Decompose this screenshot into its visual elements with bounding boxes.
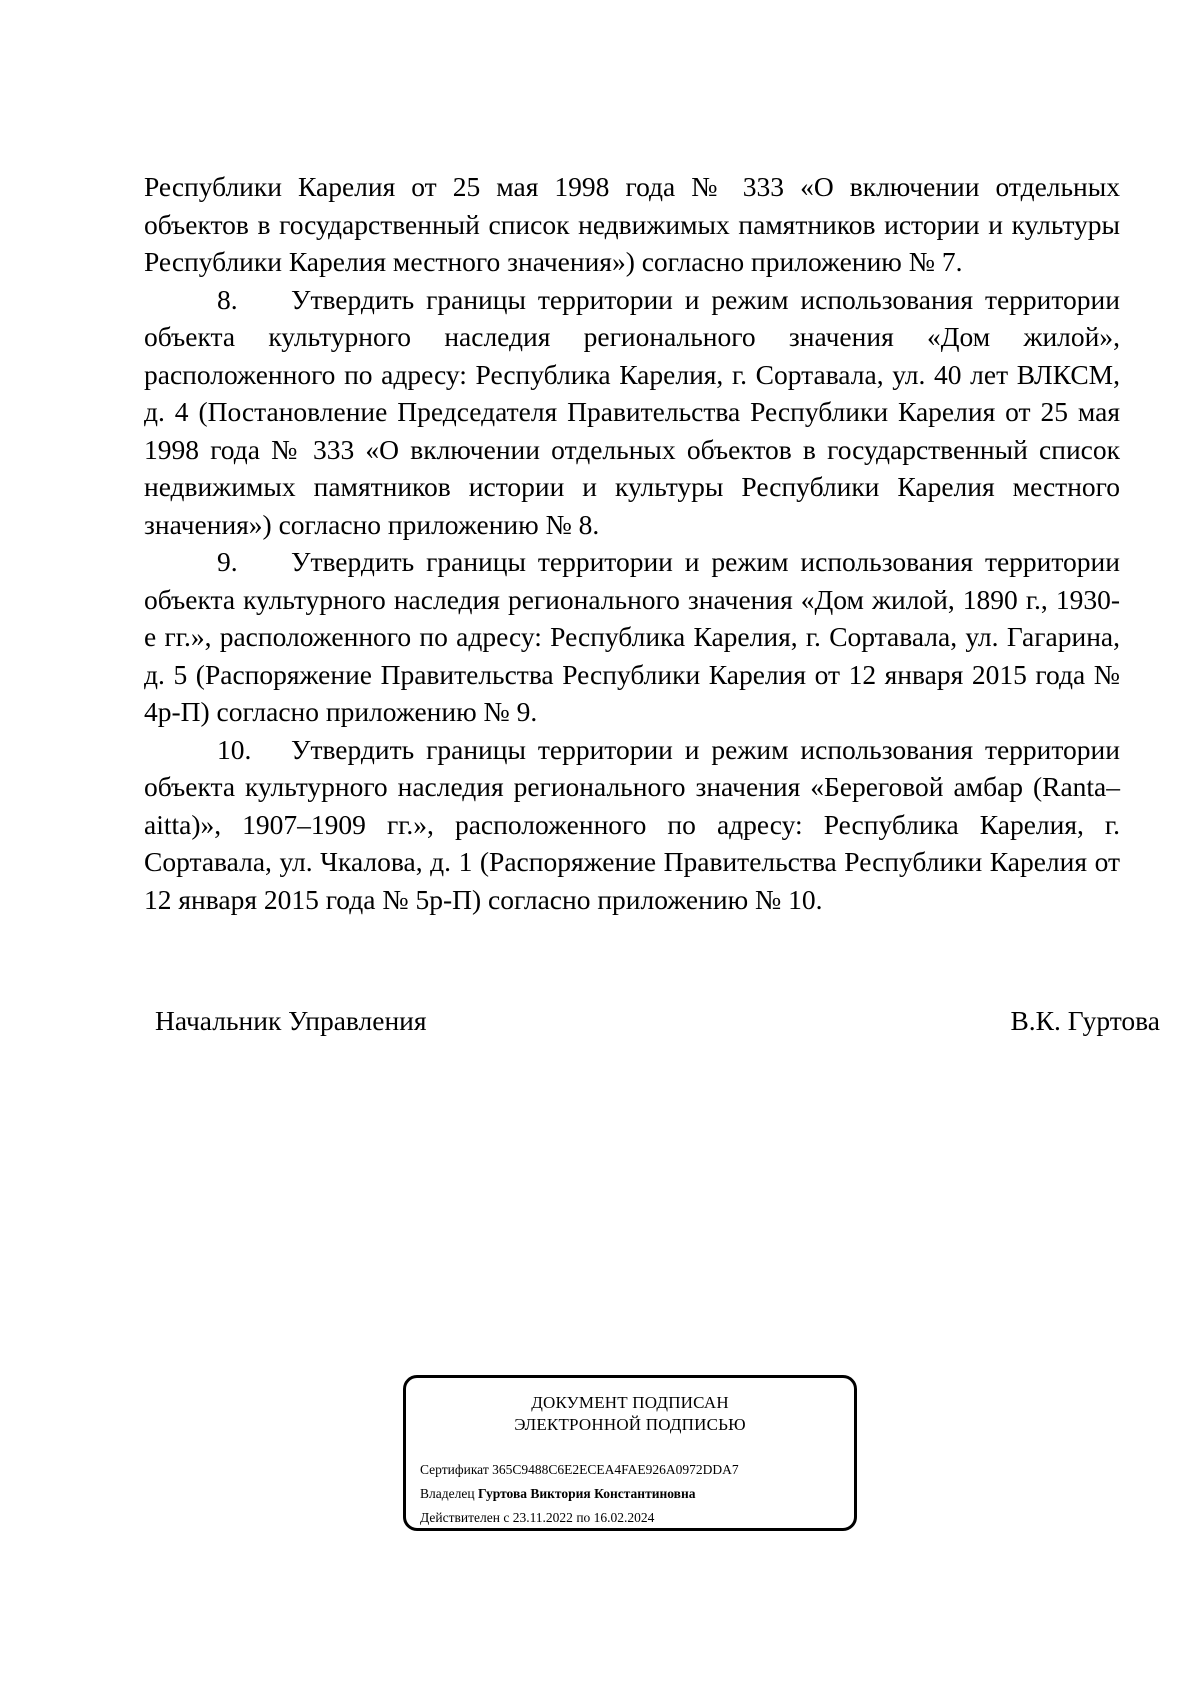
stamp-certificate-line xyxy=(420,1458,739,1482)
valid-to-date: 16.02.2024 xyxy=(593,1510,655,1525)
certificate-value: 365C9488C6E2ECEA4FAE926A0972DDA7 xyxy=(492,1462,739,1477)
validity-label: Действителен xyxy=(420,1510,500,1525)
valid-to-label: по xyxy=(576,1510,591,1525)
stamp-validity-line xyxy=(420,1506,739,1530)
stamp-heading-line-1: ДОКУМЕНТ ПОДПИСАН xyxy=(531,1393,729,1412)
paragraph-text: Утвердить границы территории и режим использования территории объекта культурного наследия регионального значения «Береговой амбар (Ranta–aitta)», 1907–1909 гг.», расположенного по адресу: Республика Карелия, г. Сортавала, ул. Чкалова, д. 1 (Распоряжение Правительства Республики Карелия от 12 января 2015 года № 5р-П) согласно приложению № 10. xyxy=(144,733,1120,915)
certificate-label: Сертификат xyxy=(420,1462,489,1477)
owner-label: Владелец xyxy=(420,1486,475,1501)
signatory-position: Начальник Управления xyxy=(155,1005,427,1036)
document-body xyxy=(144,168,1120,918)
signatory-name: В.К. Гуртова xyxy=(1010,1005,1160,1036)
owner-value: Гуртова Виктория Константиновна xyxy=(477,1486,696,1501)
stamp-heading-line-2: ЭЛЕКТРОННОЙ ПОДПИСЬЮ xyxy=(514,1415,746,1434)
paragraph-number: 8. xyxy=(217,283,238,315)
valid-from-date: 23.11.2022 xyxy=(512,1510,573,1525)
paragraph-item-8 xyxy=(144,281,1120,544)
paragraph-item-9 xyxy=(144,543,1120,731)
stamp-heading xyxy=(406,1392,854,1436)
electronic-signature-stamp xyxy=(403,1375,857,1531)
paragraph-text: Утвердить границы территории и режим использования территории объекта культурного наследия регионального значения «Дом жилой», расположенного по адресу: Республика Карелия, г. Сортавала, ул. 40 лет ВЛКСМ, д. 4 (Постановление Председателя Правительства Республики Карелия от 25 мая 1998 года № 333 «О включении отдельных объектов в государственный список недвижимых памятников истории и культуры Республики Карелия местного значения») согласно приложению № 8. xyxy=(144,283,1120,540)
paragraph-continuation xyxy=(144,168,1120,281)
paragraph-text: Республики Карелия от 25 мая 1998 года № 333 «О включении отдельных объектов в государственный список недвижимых памятников истории и культуры Республики Карелия местного значения») согласно приложению № 7. xyxy=(144,171,1120,277)
stamp-owner-line xyxy=(420,1482,739,1506)
stamp-details xyxy=(420,1458,739,1530)
paragraph-text: Утвердить границы территории и режим использования территории объекта культурного наследия регионального значения «Дом жилой, 1890 г., 1930-е гг.», расположенного по адресу: Республика Карелия, г. Сортавала, ул. Гагарина, д. 5 (Распоряжение Правительства Республики Карелия от 12 января 2015 года № 4р-П) согласно приложению № 9. xyxy=(144,546,1120,727)
valid-from-label: с xyxy=(503,1510,510,1525)
paragraph-number: 10. xyxy=(217,733,252,765)
paragraph-item-10 xyxy=(144,731,1120,919)
paragraph-number: 9. xyxy=(217,546,238,577)
